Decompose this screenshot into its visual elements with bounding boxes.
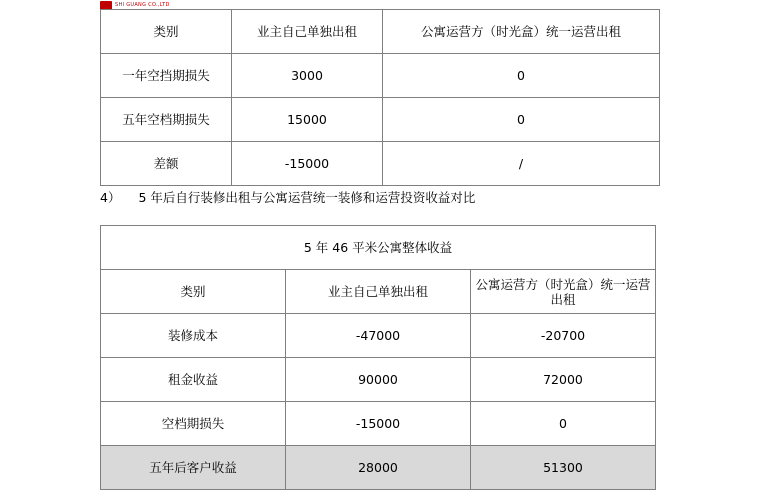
- table-row-title: [101, 226, 656, 270]
- table-cell: 15000: [232, 98, 383, 142]
- table-cell: 3000: [232, 54, 383, 98]
- table-cell: 公寓运营方（时光盒）统一运营出租: [471, 270, 656, 314]
- list-number: 4）: [100, 190, 121, 205]
- table-row: [101, 358, 656, 402]
- table-cell: 类别: [101, 10, 232, 54]
- table-cell: 业主自己单独出租: [286, 270, 471, 314]
- table-cell: 类别: [101, 270, 286, 314]
- table-cell: 租金收益: [101, 358, 286, 402]
- table-cell: 51300: [471, 446, 656, 490]
- table-row: [101, 314, 656, 358]
- table-cell: 90000: [286, 358, 471, 402]
- table-cell: -15000: [232, 142, 383, 186]
- table-cell: -47000: [286, 314, 471, 358]
- table-cell: 0: [383, 98, 660, 142]
- table-row: [101, 98, 660, 142]
- five-year-income-comparison-table: [100, 225, 656, 490]
- table-row: [101, 402, 656, 446]
- table-row: [101, 54, 660, 98]
- table-cell: 装修成本: [101, 314, 286, 358]
- logo-text: SHI GUANG CO.,LTD: [115, 1, 170, 8]
- table-row-header: [101, 10, 660, 54]
- table-cell: /: [383, 142, 660, 186]
- table-cell: 五年空档期损失: [101, 98, 232, 142]
- paragraph-text: 5 年后自行装修出租与公寓运营统一装修和运营投资收益对比: [138, 190, 476, 205]
- vacancy-loss-comparison-table: [100, 9, 660, 186]
- table-cell: 72000: [471, 358, 656, 402]
- table-cell: 业主自己单独出租: [232, 10, 383, 54]
- table-cell: 0: [471, 402, 656, 446]
- table-row-header: [101, 270, 656, 314]
- table-cell: 一年空挡期损失: [101, 54, 232, 98]
- table-cell: 差额: [101, 142, 232, 186]
- table-row: [101, 142, 660, 186]
- table-cell: 公寓运营方（时光盒）统一运营出租: [383, 10, 660, 54]
- section-paragraph: [100, 188, 475, 206]
- table-cell: 28000: [286, 446, 471, 490]
- table-row-highlighted: [101, 446, 656, 490]
- table-cell: 空档期损失: [101, 402, 286, 446]
- table-cell: -20700: [471, 314, 656, 358]
- table-title-cell: 5 年 46 平米公寓整体收益: [101, 226, 656, 270]
- table-cell: -15000: [286, 402, 471, 446]
- table-cell: 0: [383, 54, 660, 98]
- table-cell: 五年后客户收益: [101, 446, 286, 490]
